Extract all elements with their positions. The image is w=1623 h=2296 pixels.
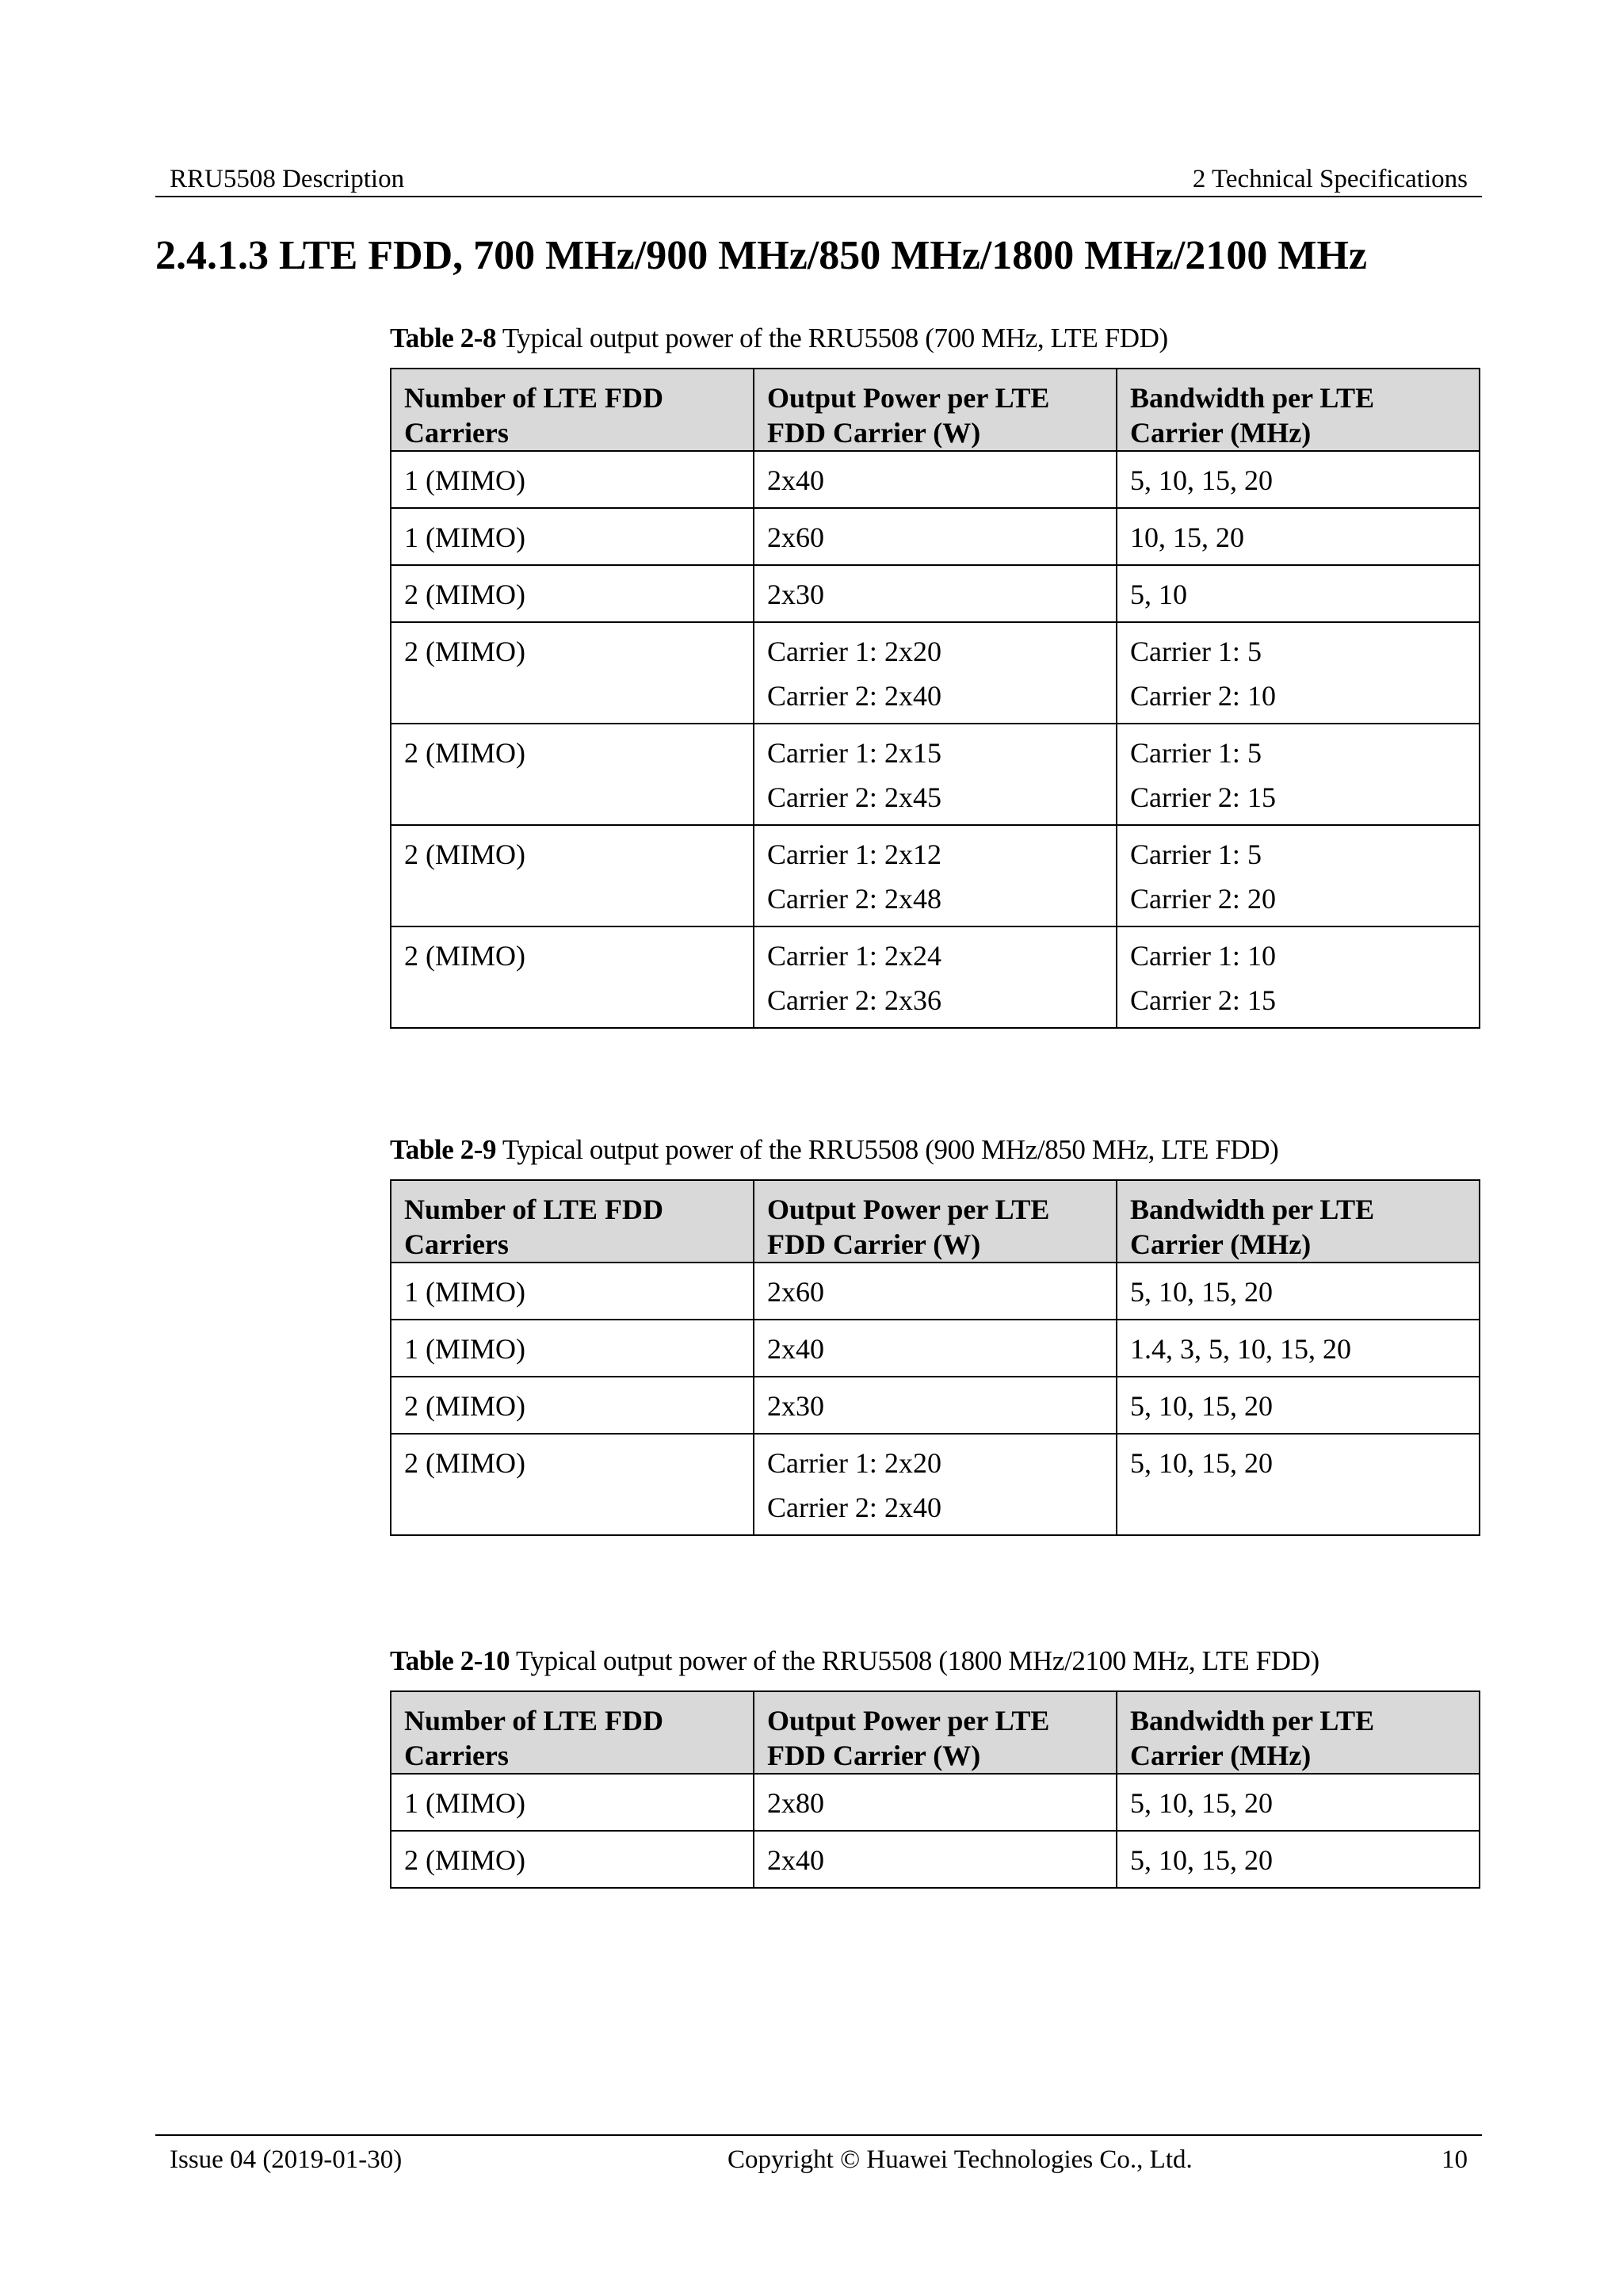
table-caption-text: Typical output power of the RRU5508 (700 MHz, LTE FDD) [502, 323, 1168, 353]
cell-line: 2x60 [767, 1276, 824, 1308]
cell-line: Carrier 2: 2x40 [767, 1492, 941, 1523]
table-row [391, 1774, 1480, 1831]
table-cell [754, 1831, 1117, 1888]
column-header: Output Power per LTE FDD Carrier (W) [754, 369, 1117, 451]
cell-line: Carrier 2: 15 [1130, 984, 1276, 1016]
column-header: Bandwidth per LTE Carrier (MHz) [1117, 1691, 1480, 1774]
cell-line: 2x40 [767, 1333, 824, 1365]
cell-line: 5, 10, 15, 20 [1130, 1844, 1273, 1876]
table-cell [754, 724, 1117, 825]
cell-line: 10, 15, 20 [1130, 521, 1244, 553]
table-cell [1117, 622, 1480, 724]
table-cell [1117, 1831, 1480, 1888]
cell-line: 5, 10, 15, 20 [1130, 1276, 1273, 1308]
table-cell [754, 451, 1117, 508]
cell-line: Carrier 2: 15 [1130, 781, 1276, 813]
cell-line: Carrier 1: 2x20 [767, 636, 941, 667]
cell-line: Carrier 2: 2x36 [767, 984, 941, 1016]
table-caption [390, 1643, 1319, 1679]
cell-line: 2x30 [767, 1390, 824, 1422]
table-cell [754, 1263, 1117, 1320]
table-cell [754, 1434, 1117, 1535]
cell-line: 1 (MIMO) [404, 464, 525, 496]
cell-line: Carrier 1: 2x12 [767, 839, 941, 870]
table-cell [754, 926, 1117, 1028]
cell-line: Carrier 2: 2x48 [767, 883, 941, 915]
table-cell [1117, 1377, 1480, 1434]
cell-line: 5, 10, 15, 20 [1130, 1787, 1273, 1819]
cell-line: 2x60 [767, 521, 824, 553]
page-number: 10 [1442, 2145, 1468, 2174]
table-cell [391, 508, 754, 565]
section-heading: 2.4.1.3 LTE FDD, 700 MHz/900 MHz/850 MHz/1800 MHz/2100 MHz [155, 233, 1367, 278]
table-cell [754, 508, 1117, 565]
table-row [391, 1263, 1480, 1320]
cell-line: 5, 10 [1130, 579, 1187, 610]
column-header: Output Power per LTE FDD Carrier (W) [754, 1691, 1117, 1774]
table-cell [1117, 724, 1480, 825]
cell-line: Carrier 1: 2x15 [767, 737, 941, 769]
cell-line: 5, 10, 15, 20 [1130, 1390, 1273, 1422]
page-footer [155, 2134, 1482, 2174]
column-header: Bandwidth per LTE Carrier (MHz) [1117, 1180, 1480, 1263]
table-row [391, 1434, 1480, 1535]
table-caption-text: Typical output power of the RRU5508 (1800 MHz/2100 MHz, LTE FDD) [515, 1645, 1319, 1676]
cell-line: 2 (MIMO) [404, 940, 525, 972]
cell-line: 1 (MIMO) [404, 1276, 525, 1308]
cell-line: 1 (MIMO) [404, 521, 525, 553]
table-row [391, 508, 1480, 565]
table-cell [1117, 926, 1480, 1028]
table-cell [754, 1320, 1117, 1377]
cell-line: 1 (MIMO) [404, 1333, 525, 1365]
table-cell [391, 565, 754, 622]
table-cell [391, 1831, 754, 1888]
table-row [391, 622, 1480, 724]
column-header: Number of LTE FDD Carriers [391, 1180, 754, 1263]
spec-table [390, 1179, 1480, 1536]
cell-line: 2 (MIMO) [404, 1447, 525, 1479]
table-header-row [391, 369, 1480, 451]
copyright-notice: Copyright © Huawei Technologies Co., Ltd. [727, 2145, 1193, 2174]
page-header [155, 162, 1482, 197]
cell-line: 2x40 [767, 464, 824, 496]
table-row [391, 565, 1480, 622]
cell-line: Carrier 1: 2x20 [767, 1447, 941, 1479]
table-cell [391, 926, 754, 1028]
table-cell [391, 622, 754, 724]
table-caption [390, 1132, 1278, 1168]
table-cell [391, 724, 754, 825]
table-cell [1117, 1774, 1480, 1831]
cell-line: Carrier 1: 10 [1130, 940, 1276, 972]
cell-line: 2x80 [767, 1787, 824, 1819]
table-cell [754, 622, 1117, 724]
table-row [391, 724, 1480, 825]
cell-line: 2 (MIMO) [404, 636, 525, 667]
table-row [391, 1320, 1480, 1377]
cell-line: 5, 10, 15, 20 [1130, 464, 1273, 496]
cell-line: 2 (MIMO) [404, 839, 525, 870]
cell-line: Carrier 2: 2x40 [767, 680, 941, 712]
table-cell [391, 825, 754, 926]
cell-line: 1 (MIMO) [404, 1787, 525, 1819]
cell-line: 2x30 [767, 579, 824, 610]
column-header: Number of LTE FDD Carriers [391, 369, 754, 451]
table-cell [391, 1434, 754, 1535]
table-caption-text: Typical output power of the RRU5508 (900 MHz/850 MHz, LTE FDD) [502, 1134, 1279, 1165]
table-cell [754, 825, 1117, 926]
spec-table [390, 368, 1480, 1029]
table-cell [391, 451, 754, 508]
table-row [391, 451, 1480, 508]
table-cell [391, 1377, 754, 1434]
column-header: Bandwidth per LTE Carrier (MHz) [1117, 369, 1480, 451]
cell-line: 2x40 [767, 1844, 824, 1876]
table-caption [390, 320, 1168, 357]
table-header-row [391, 1180, 1480, 1263]
cell-line: Carrier 2: 2x45 [767, 781, 941, 813]
table-row [391, 926, 1480, 1028]
table-cell [1117, 451, 1480, 508]
table-cell [1117, 1434, 1480, 1535]
table-cell [1117, 508, 1480, 565]
table-cell [754, 1377, 1117, 1434]
cell-line: 2 (MIMO) [404, 1844, 525, 1876]
table-header-row [391, 1691, 1480, 1774]
cell-line: 5, 10, 15, 20 [1130, 1447, 1273, 1479]
table-row [391, 1831, 1480, 1888]
table-cell [391, 1320, 754, 1377]
cell-line: Carrier 1: 5 [1130, 636, 1262, 667]
cell-line: Carrier 2: 10 [1130, 680, 1276, 712]
table-cell [1117, 565, 1480, 622]
cell-line: Carrier 2: 20 [1130, 883, 1276, 915]
table-label: Table 2-9 [390, 1134, 497, 1165]
table-row [391, 825, 1480, 926]
table-label: Table 2-10 [390, 1645, 510, 1676]
table-label: Table 2-8 [390, 323, 497, 353]
table-cell [1117, 1320, 1480, 1377]
document-title: RRU5508 Description [170, 165, 405, 193]
table-cell [391, 1263, 754, 1320]
column-header: Number of LTE FDD Carriers [391, 1691, 754, 1774]
cell-line: Carrier 1: 5 [1130, 839, 1262, 870]
table-cell [754, 1774, 1117, 1831]
table-cell [1117, 1263, 1480, 1320]
issue-info: Issue 04 (2019-01-30) [170, 2145, 403, 2174]
cell-line: Carrier 1: 5 [1130, 737, 1262, 769]
cell-line: Carrier 1: 2x24 [767, 940, 941, 972]
table-cell [1117, 825, 1480, 926]
cell-line: 2 (MIMO) [404, 737, 525, 769]
table-cell [754, 565, 1117, 622]
chapter-title: 2 Technical Specifications [1192, 165, 1468, 193]
column-header: Output Power per LTE FDD Carrier (W) [754, 1180, 1117, 1263]
table-cell [391, 1774, 754, 1831]
spec-table [390, 1690, 1480, 1889]
cell-line: 2 (MIMO) [404, 1390, 525, 1422]
cell-line: 1.4, 3, 5, 10, 15, 20 [1130, 1333, 1351, 1365]
cell-line: 2 (MIMO) [404, 579, 525, 610]
table-row [391, 1377, 1480, 1434]
